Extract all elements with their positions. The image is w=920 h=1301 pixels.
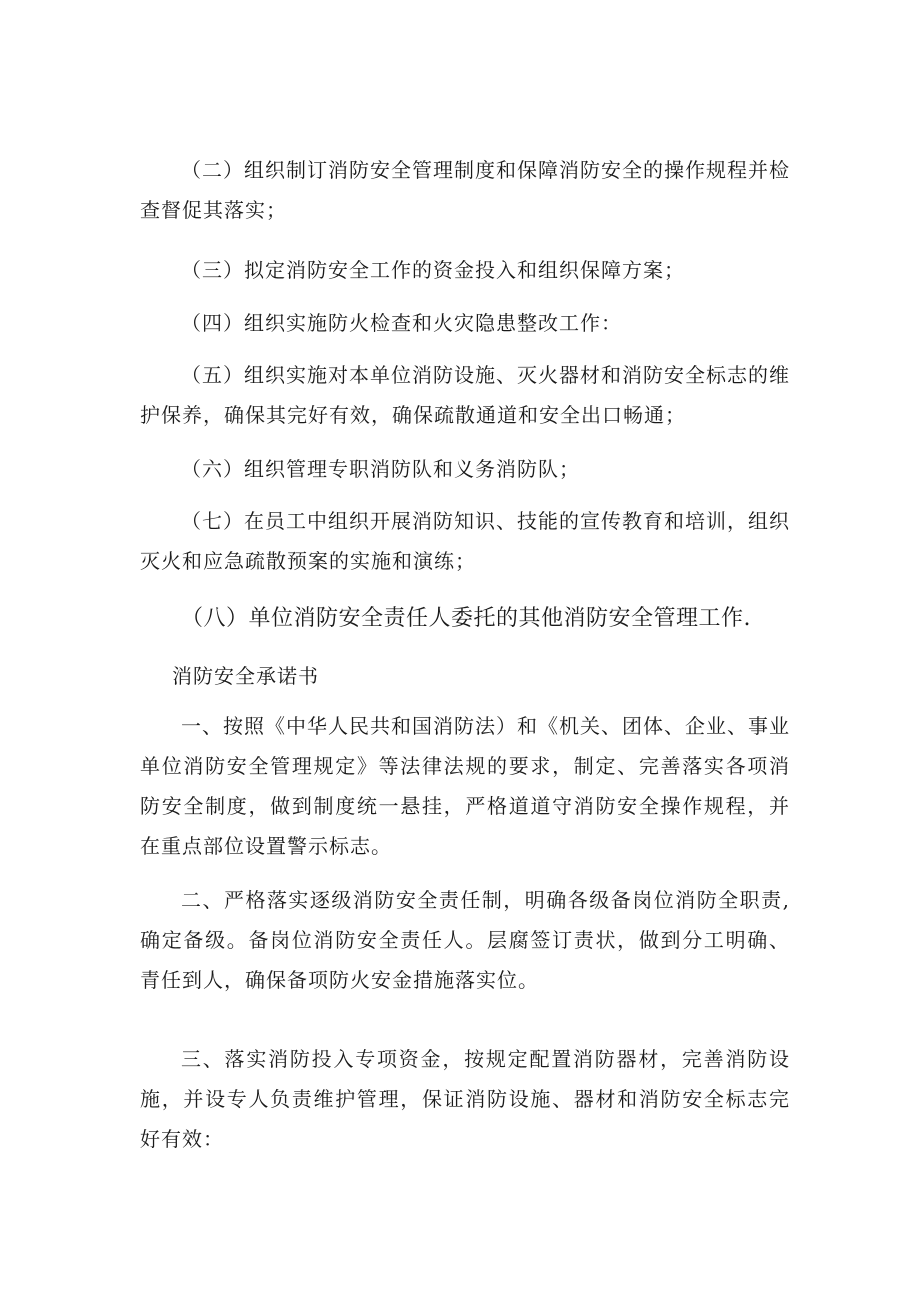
section-heading: 消防安全承诺书	[172, 664, 319, 688]
duty-item-6: （六）组织管理专职消防队和义务消防队；	[181, 457, 580, 481]
duty-item-4: （四）组织实施防火检查和火灾隐患整改工作：	[181, 311, 622, 335]
duty-item-7: （七）在员工中组织开展消防知识、技能的宣传教育和培训，组织灭火和应急疏散预案的实施和演练；	[140, 509, 790, 573]
duty-item-2: （二）组织制订消防安全管理制度和保障消防安全的操作规程并检查督促其落实；	[140, 158, 790, 222]
duty-item-3: （三）拟定消防安全工作的资金投入和组织保障方案；	[181, 258, 685, 282]
pledge-item-1: 一、按照《中华人民共和国消防法）和《机关、团体、企业、事业单位消防安全管理规定》等法律法规的要求，制定、完善落实各项消防安全制度，做到制度统一悬挂，严格道道守消防安全操作规程，并在重点部位设置警示标志。	[140, 714, 790, 858]
pledge-item-2: 二、严格落实逐级消防安全责任制，明确各级备岗位消防全职责,确定备级。备岗位消防安全责任人。层腐签订责状，做到分工明确、青任到人，确保备项防火安金措施落实位。	[140, 888, 790, 992]
pledge-item-3: 三、落实消防投入专项资金，按规定配置消防器材，完善消防设施，并设专人负责维护管理，保证消防设施、器材和消防安全标志完好有效：	[140, 1047, 790, 1151]
duty-item-8: （八）单位消防安全责任人委托的其他消防安全管理工作.	[181, 606, 751, 631]
duty-item-5: （五）组织实施对本单位消防设施、灭火器材和消防安全标志的维护保养，确保其完好有效，确保疏散通道和安全出口畅通；	[140, 363, 790, 427]
